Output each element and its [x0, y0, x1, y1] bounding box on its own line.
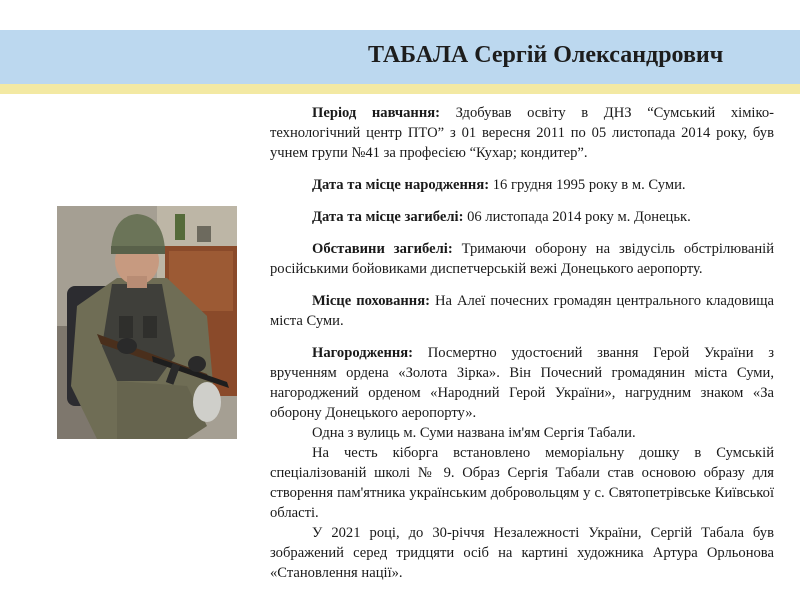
death-label: Дата та місце загибелі:: [312, 209, 464, 225]
biography-text: [270, 103, 774, 583]
awards-paragraph: [270, 343, 774, 423]
circumstances-paragraph: [270, 239, 774, 279]
study-label: Період навчання:: [312, 105, 440, 121]
circumstances-label: Обставини загибелі:: [312, 241, 453, 257]
burial-label: Місце поховання:: [312, 293, 430, 309]
study-paragraph: [270, 103, 774, 163]
death-text: 06 листопада 2014 року м. Донецьк.: [463, 209, 691, 225]
soldier-portrait-icon: [57, 206, 237, 439]
awards-text: Посмертно удостоєний звання Герой України з врученням ордена «Золота Зірка». Він Почесний громадянин міста Суми, нагороджений орденом «Народний Герой України», нагрудним знаком «За оборону Донецького аеропорту».: [270, 345, 774, 421]
death-paragraph: [270, 207, 774, 227]
awards-label: Нагородження:: [312, 345, 414, 361]
burial-paragraph: [270, 291, 774, 331]
circumstances-text: Тримаючи оборону на звідусіль обстрілюваній російськими бойовиками диспетчерській вежі Донецького аеропорту.: [270, 241, 775, 277]
burial-text: На Алеї почесних громадян центрального кладовища міста Суми.: [270, 293, 775, 329]
page-title: ТАБАЛА Сергій Олександрович: [368, 42, 724, 68]
birth-text: 16 грудня 1995 року в м. Суми.: [489, 177, 686, 193]
birth-paragraph: [270, 175, 774, 195]
memorial-paragraph: На честь кіборга встановлено меморіальну дошку в Сумській спеціалізованій школі № 9. Образ Сергія Табали став основою образу для створення пам'ятника українським добровольцям у с. Святопетрівське Київської області.: [270, 445, 774, 521]
street-paragraph: Одна з вулиць м. Суми названа ім'ям Сергія Табали.: [312, 425, 636, 441]
header-band-yellow: [0, 84, 800, 94]
birth-label: Дата та місце народження:: [312, 177, 490, 193]
soldier-portrait-photo: [57, 206, 237, 439]
painting-paragraph: У 2021 році, до 30-річчя Незалежності України, Сергій Табала був зображений серед тридцяти осіб на картині художника Артура Орльонова «Становлення нації».: [270, 525, 774, 581]
study-text: Здобував освіту в ДНЗ “Сумський хіміко-технологічний центр ПТО” з 01 вересня 2011 по 05 листопада 2014 року, був учнем групи №41 за професією “Кухар; кондитер”.: [270, 105, 774, 161]
